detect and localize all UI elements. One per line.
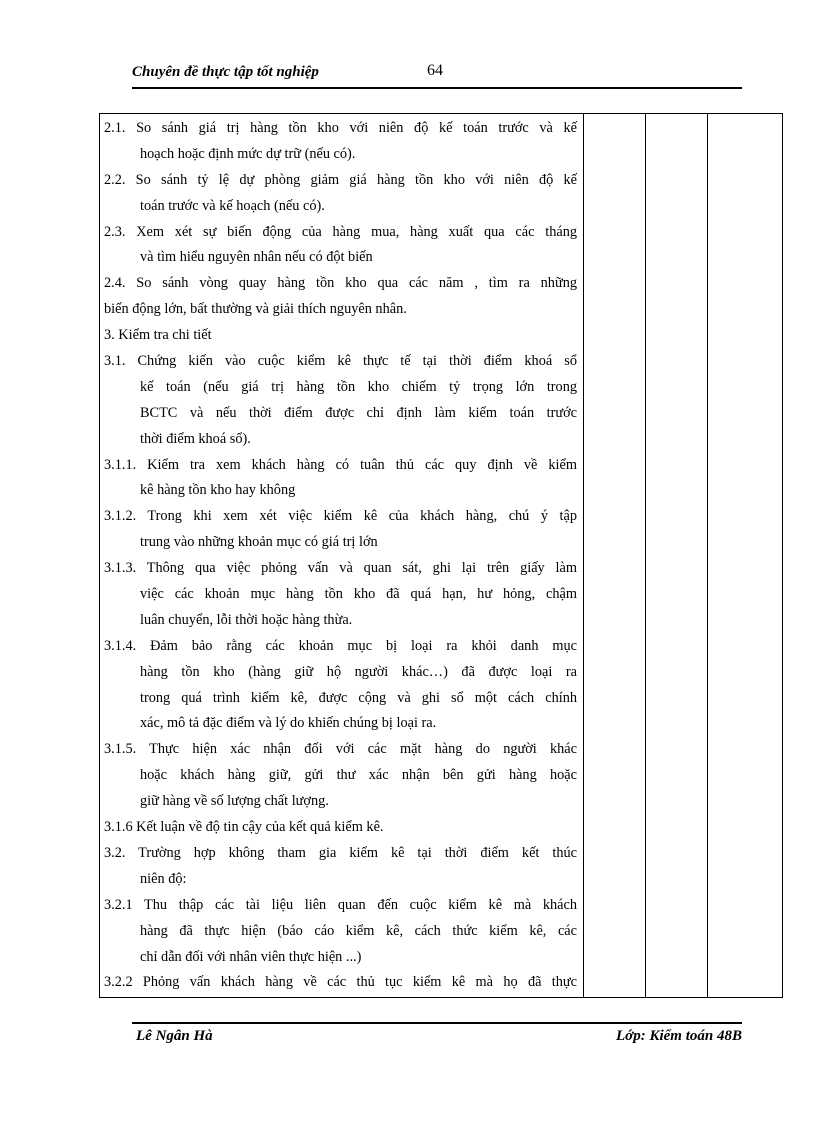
class-name: Lớp: Kiểm toán 48B: [616, 1028, 742, 1044]
procedure-line: trung vào những khoản mục có giá trị lớn: [140, 534, 378, 551]
procedure-line: chỉ dẫn đối với nhân viên thực hiện ...): [140, 948, 362, 965]
procedure-line: 2.1. So sánh giá trị hàng tồn kho với niên độ kế toán trước và kế: [104, 120, 577, 136]
procedure-line: xác, mô tả đặc điểm và lý do khiến chúng bị loại ra.: [140, 715, 437, 732]
page-footer: [132, 1022, 742, 1052]
empty-column-a: [584, 114, 646, 998]
procedure-line: biến động lớn, bất thường và giải thích nguyên nhân.: [104, 301, 407, 318]
empty-column-b: [646, 114, 708, 998]
procedure-line: 3.1.2. Trong khi xem xét việc kiểm kê của khách hàng, chú ý tập: [104, 508, 577, 525]
procedure-line: niên độ:: [140, 870, 187, 887]
procedure-line: BCTC và nếu thời điểm được chỉ định làm kiểm toán trước: [140, 404, 577, 421]
procedure-line: và tìm hiểu nguyên nhân nếu có đột biến: [140, 249, 373, 266]
audit-procedure-table: [99, 113, 783, 998]
procedure-line: hàng đã thực hiện (báo cáo kiểm kê, cách thức kiểm kê, các: [140, 922, 577, 939]
procedure-line: 2.2. So sánh tỷ lệ dự phòng giảm giá hàng tồn kho với niên độ kế: [104, 171, 577, 188]
page-header: [132, 64, 742, 90]
procedure-line: kê hàng tồn kho hay không: [140, 482, 296, 499]
footer-rule: [132, 1022, 742, 1024]
procedure-line: 3.2.1 Thu thập các tài liệu liên quan đến cuộc kiểm kê mà khách: [104, 896, 577, 913]
procedure-line: toán trước và kế hoạch (nếu có).: [140, 197, 325, 214]
procedure-line: 3.2.2 Phỏng vấn khách hàng về các thủ tục kiểm kê mà họ đã thực: [104, 974, 577, 991]
procedure-line: kế toán (nếu giá trị hàng tồn kho chiếm tỷ trọng lớn trong: [140, 378, 577, 395]
empty-column-c: [708, 114, 783, 998]
procedure-line: thời điểm khoá sổ).: [140, 430, 251, 447]
procedure-line: 3.1.1. Kiểm tra xem khách hàng có tuân thủ các quy định về kiểm: [104, 456, 577, 473]
document-title: Chuyên đề thực tập tốt nghiệp: [132, 64, 319, 80]
procedure-line: 3.2. Trường hợp không tham gia kiểm kê tại thời điểm kết thúc: [104, 844, 577, 861]
procedure-line: 3.1.6 Kết luận về độ tin cậy của kết quả kiểm kê.: [104, 819, 384, 836]
procedure-line: hoạch hoặc định mức dự trữ (nếu có).: [140, 145, 356, 162]
procedure-line: giữ hàng về số lượng chất lượng.: [140, 793, 329, 810]
procedure-line: 3.1.4. Đảm bảo rằng các khoản mục bị loại ra khỏi danh mục: [104, 637, 577, 654]
procedure-line: 2.3. Xem xét sự biến động của hàng mua, hàng xuất qua các tháng: [104, 223, 577, 240]
procedure-line: việc các khoản mục hàng tồn kho đã quá hạn, hư hỏng, chậm: [140, 586, 577, 603]
page-number: 64: [427, 62, 443, 79]
procedure-line: hoặc khách hàng giữ, gửi thư xác nhận bên gửi hàng hoặc: [140, 767, 577, 784]
procedure-line: 2.4. So sánh vòng quay hàng tồn kho qua các năm , tìm ra những: [104, 275, 577, 292]
author-name: Lê Ngân Hà: [136, 1028, 213, 1044]
procedure-line: trong quá trình kiểm kê, được cộng và ghi sổ một cách chính: [140, 689, 577, 706]
procedure-line: luân chuyển, lỗi thời hoặc hàng thừa.: [140, 611, 353, 628]
procedure-line: 3.1.5. Thực hiện xác nhận đối với các mặt hàng do người khác: [104, 741, 577, 758]
procedure-line: hàng tồn kho (hàng giữ hộ người khác…) đã được loại ra: [140, 663, 577, 680]
procedure-column: [100, 114, 584, 998]
procedure-line: 3. Kiểm tra chi tiết: [104, 327, 212, 344]
procedure-line: 3.1. Chứng kiến vào cuộc kiểm kê thực tế tại thời điểm khoá sổ: [104, 353, 577, 370]
procedure-line: 3.1.3. Thông qua việc phỏng vấn và quan sát, ghi lại trên giấy làm: [104, 560, 577, 577]
header-rule: [132, 87, 742, 89]
